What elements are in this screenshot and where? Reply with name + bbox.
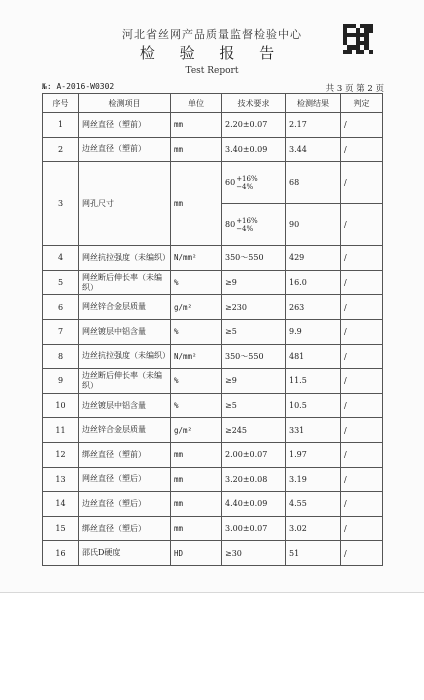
table-row xyxy=(43,344,383,369)
cell-no: 13 xyxy=(43,467,79,492)
cell-unit: mm xyxy=(171,113,222,138)
cell-item: 邵氏D硬度 xyxy=(79,541,171,566)
cell-item: 网丝直径（塑前） xyxy=(79,113,171,138)
cell-result: 51 xyxy=(286,541,341,566)
page-info: 共 3 页 第 2 页 xyxy=(325,84,384,94)
report-title-en: Test Report xyxy=(185,66,239,76)
col-header-no: 序号 xyxy=(43,94,79,113)
cell-judgement: / xyxy=(341,516,383,541)
cell-item: 网丝抗拉强度（未编织） xyxy=(79,246,171,271)
cell-requirement: ≥9 xyxy=(222,369,286,394)
cell-item: 网丝锌合金层质量 xyxy=(79,295,171,320)
cell-no: 14 xyxy=(43,492,79,517)
cell-unit: % xyxy=(171,270,222,295)
cell-no: 1 xyxy=(43,113,79,138)
table-row xyxy=(43,418,383,443)
cell-result: 331 xyxy=(286,418,341,443)
cell-item: 边丝锌合金层质量 xyxy=(79,418,171,443)
cell-judgement: / xyxy=(341,492,383,517)
cell-no: 11 xyxy=(43,418,79,443)
col-header-result: 检测结果 xyxy=(286,94,341,113)
table-row xyxy=(43,492,383,517)
cell-item: 绑丝直径（塑后） xyxy=(79,516,171,541)
table-row-mesh-1 xyxy=(43,162,383,204)
table-row xyxy=(43,516,383,541)
mesh-2-base: 80 xyxy=(225,220,236,230)
col-header-item: 检测项目 xyxy=(79,94,171,113)
cell-item: 网丝断后伸长率（未编织） xyxy=(79,270,171,295)
cell-judgement-mesh-2: / xyxy=(341,204,383,246)
cell-result: 10.5 xyxy=(286,393,341,418)
cell-requirement: 3.20±0.08 xyxy=(222,467,286,492)
report-number: №: A-2016-W0302 xyxy=(42,82,115,91)
cell-requirement-mesh-1 xyxy=(222,162,286,204)
col-header-judgement: 判定 xyxy=(341,94,383,113)
cell-item: 边丝镀层中铝含量 xyxy=(79,393,171,418)
cell-unit: HD xyxy=(171,541,222,566)
cell-unit: N/mm² xyxy=(171,246,222,271)
cell-unit: % xyxy=(171,393,222,418)
cell-result: 429 xyxy=(286,246,341,271)
cell-requirement: ≥5 xyxy=(222,393,286,418)
results-table xyxy=(42,93,383,566)
mesh-2-plus-tolerance: +16% xyxy=(236,216,258,225)
cell-requirement: 2.20±0.07 xyxy=(222,113,286,138)
cell-result: 481 xyxy=(286,344,341,369)
cell-result: 3.44 xyxy=(286,137,341,162)
cell-judgement: / xyxy=(341,319,383,344)
organization-name: 河北省丝网产品质量监督检验中心 xyxy=(122,28,302,41)
col-header-unit: 单位 xyxy=(171,94,222,113)
mesh-1-base: 60 xyxy=(225,178,236,188)
cell-unit: mm xyxy=(171,442,222,467)
cell-item: 边丝直径（塑前） xyxy=(79,137,171,162)
cell-unit: mm xyxy=(171,516,222,541)
table-row xyxy=(43,319,383,344)
cell-judgement: / xyxy=(341,442,383,467)
cell-requirement-mesh-2 xyxy=(222,204,286,246)
cell-result-mesh-1: 68 xyxy=(286,162,341,204)
mesh-2-minus-tolerance: −4% xyxy=(236,224,254,233)
cell-judgement-mesh-1: / xyxy=(341,162,383,204)
cell-result: 16.0 xyxy=(286,270,341,295)
cell-judgement: / xyxy=(341,344,383,369)
cell-item: 网丝直径（塑后） xyxy=(79,467,171,492)
cell-no: 10 xyxy=(43,393,79,418)
table-row xyxy=(43,442,383,467)
cell-item: 绑丝直径（塑前） xyxy=(79,442,171,467)
cell-requirement: 350～550 xyxy=(222,246,286,271)
cell-result: 3.19 xyxy=(286,467,341,492)
cell-result: 9.9 xyxy=(286,319,341,344)
cell-unit: mm xyxy=(171,467,222,492)
cell-requirement: 3.00±0.07 xyxy=(222,516,286,541)
cell-result: 1.97 xyxy=(286,442,341,467)
cell-requirement: 350～550 xyxy=(222,344,286,369)
cell-judgement: / xyxy=(341,246,383,271)
cell-requirement: ≥245 xyxy=(222,418,286,443)
cell-no: 6 xyxy=(43,295,79,320)
cell-unit: % xyxy=(171,369,222,394)
cell-judgement: / xyxy=(341,541,383,566)
cell-judgement: / xyxy=(341,137,383,162)
cell-requirement: ≥230 xyxy=(222,295,286,320)
table-row xyxy=(43,270,383,295)
mesh-1-plus-tolerance: +16% xyxy=(236,174,258,183)
cell-requirement: ≥5 xyxy=(222,319,286,344)
table-row xyxy=(43,369,383,394)
cell-no: 16 xyxy=(43,541,79,566)
cell-result: 3.02 xyxy=(286,516,341,541)
cell-requirement: 3.40±0.09 xyxy=(222,137,286,162)
cell-result: 263 xyxy=(286,295,341,320)
cell-unit: g/m² xyxy=(171,418,222,443)
report-title-cn: 检 验 报 告 xyxy=(139,44,285,62)
cell-requirement: ≥9 xyxy=(222,270,286,295)
cell-unit: % xyxy=(171,319,222,344)
cell-result-mesh-2: 90 xyxy=(286,204,341,246)
table-row xyxy=(43,137,383,162)
cell-requirement: ≥30 xyxy=(222,541,286,566)
cell-no: 8 xyxy=(43,344,79,369)
table-header-row xyxy=(43,94,383,113)
cell-judgement: / xyxy=(341,113,383,138)
cell-unit: g/m² xyxy=(171,295,222,320)
cell-unit: N/mm² xyxy=(171,344,222,369)
cell-no: 15 xyxy=(43,516,79,541)
cell-unit: mm xyxy=(171,492,222,517)
table-row xyxy=(43,541,383,566)
cell-judgement: / xyxy=(341,418,383,443)
cell-item: 边丝直径（塑后） xyxy=(79,492,171,517)
table-row xyxy=(43,113,383,138)
cell-item: 网孔尺寸 xyxy=(79,162,171,246)
cell-judgement: / xyxy=(341,393,383,418)
cell-no: 9 xyxy=(43,369,79,394)
table-row xyxy=(43,393,383,418)
cell-no: 2 xyxy=(43,137,79,162)
cell-result: 11.5 xyxy=(286,369,341,394)
table-row xyxy=(43,246,383,271)
mesh-1-minus-tolerance: −4% xyxy=(236,182,254,191)
cell-item: 网丝镀层中铝含量 xyxy=(79,319,171,344)
cell-item: 边丝抗拉强度（未编织） xyxy=(79,344,171,369)
cell-judgement: / xyxy=(341,369,383,394)
cell-no: 3 xyxy=(43,162,79,246)
cell-result: 2.17 xyxy=(286,113,341,138)
cell-unit: mm xyxy=(171,137,222,162)
cell-judgement: / xyxy=(341,295,383,320)
col-header-requirement: 技术要求 xyxy=(222,94,286,113)
cell-item: 边丝断后伸长率（未编织） xyxy=(79,369,171,394)
cell-unit: mm xyxy=(171,162,222,246)
cell-no: 12 xyxy=(43,442,79,467)
cell-judgement: / xyxy=(341,467,383,492)
cell-judgement: / xyxy=(341,270,383,295)
table-row xyxy=(43,467,383,492)
cell-requirement: 2.00±0.07 xyxy=(222,442,286,467)
cell-result: 4.55 xyxy=(286,492,341,517)
cell-requirement: 4.40±0.09 xyxy=(222,492,286,517)
cell-no: 7 xyxy=(43,319,79,344)
cell-no: 5 xyxy=(43,270,79,295)
table-row xyxy=(43,295,383,320)
cell-no: 4 xyxy=(43,246,79,271)
